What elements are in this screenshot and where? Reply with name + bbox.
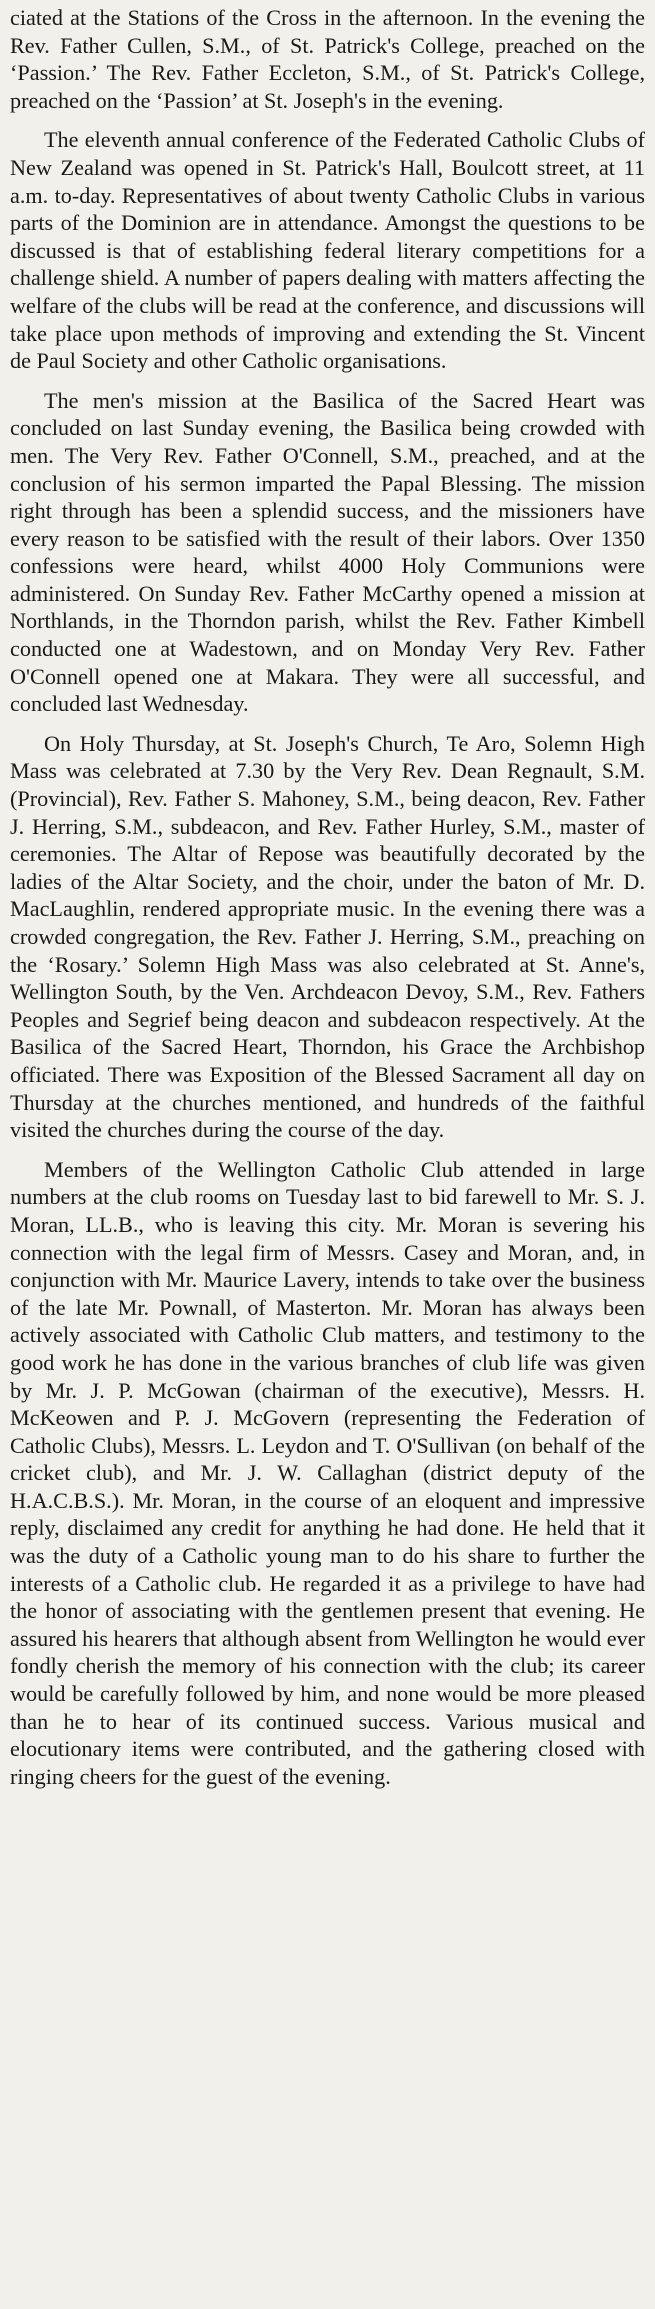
paragraph-gap (10, 1144, 645, 1156)
paragraph-continuation: ciated at the Stations of the Cross in the afternoon. In the evening the Rev. Father Cullen, S.M., of St. Patrick's College, preached on the ‘Passion.’ The Rev. Father Eccleton, S.M., of St. Patrick's College, preached on the ‘Passion’ at St. Joseph's in the evening. (10, 5, 645, 113)
paragraph-gap (10, 114, 645, 126)
paragraph-gap (10, 375, 645, 387)
paragraph-holy-thursday: On Holy Thursday, at St. Joseph's Church, Te Aro, Solemn High Mass was celebrated at 7.30 by the Very Rev. Dean Regnault, S.M. (Provincial), Rev. Father S. Mahoney, S.M., being deacon, Rev. Father J. Herring, S.M., subdeacon, and Rev. Father Hurley, S.M., master of ceremonies. The Altar of Repose was beautifully decorated by the ladies of the Altar Society, and the choir, under the baton of Mr. D. MacLaughlin, rendered appropriate music. In the evening there was a crowded congregation, the Rev. Father J. Herring, S.M., preaching on the ‘Rosary.’ Solemn High Mass was also celebrated at St. Anne's, Wellington South, by the Ven. Archdeacon Devoy, S.M., Rev. Fathers Peoples and Segrief being deacon and subdeacon respectively. At the Basilica of the Sacred Heart, Thorndon, his Grace the Archbishop officiated. There was Exposition of the Blessed Sacrament all day on Thursday at the churches mentioned, and hundreds of the faithful visited the churches during the course of the day. (10, 730, 645, 1143)
paragraph-mission: The men's mission at the Basilica of the Sacred Heart was concluded on last Sunday evening, the Basilica being crowded with men. The Very Rev. Father O'Connell, S.M., preached, and at the conclusion of his sermon imparted the Papal Blessing. The mission right through has been a splendid success, and the missioners have every reason to be satisfied with the result of their labors. Over 1350 confessions were heard, whilst 4000 Holy Communions were administered. On Sunday Rev. Father McCarthy opened a mission at Northlands, in the Thorndon parish, whilst the Rev. Father Kimbell conducted one at Wadestown, and on Monday Very Rev. Father O'Connell opened one at Makara. They were all successful, and concluded last Wednesday. (10, 387, 645, 717)
paragraph-gap (10, 718, 645, 730)
paragraph-conference: The eleventh annual conference of the Federated Catholic Clubs of New Zealand was opened in St. Patrick's Hall, Boulcott street, at 11 a.m. to-day. Representatives of about twenty Catholic Clubs in various parts of the Dominion are in attendance. Amongst the questions to be discussed is that of establishing federal literary competitions for a challenge shield. A number of papers dealing with matters affecting the welfare of the clubs will be read at the conference, and discussions will take place upon methods of improving and extending the St. Vincent de Paul Society and other Catholic organisations. (10, 127, 645, 374)
paragraph-catholic-club: Members of the Wellington Catholic Club attended in large numbers at the club rooms on Tuesday last to bid farewell to Mr. S. J. Moran, LL.B., who is leaving this city. Mr. Moran is severing his connection with the legal firm of Messrs. Casey and Moran, and, in conjunction with Mr. Maurice Lavery, intends to take over the business of the late Mr. Pownall, of Masterton. Mr. Moran has always been actively associated with Catholic Club matters, and testimony to the good work he has done in the various branches of club life was given by Mr. J. P. McGowan (chairman of the executive), Messrs. H. McKeowen and P. J. McGovern (representing the Federation of Catholic Clubs), Messrs. L. Leydon and T. O'Sullivan (on behalf of the cricket club), and Mr. J. W. Callaghan (district deputy of the H.A.C.B.S.). Mr. Moran, in the course of an eloquent and impressive reply, disclaimed any credit for anything he had done. He held that it was the duty of a Catholic young man to do his share to further the interests of a Catholic club. He regarded it as a privilege to have had the honor of associating with the gentlemen present that evening. He assured his hearers that although absent from Wellington he would ever fondly cherish the memory of his connection with the club; its career would be carefully followed by him, and none would be more pleased than he to hear of its continued success. Various musical and elocutionary items were contributed, and the gathering closed with ringing cheers for the guest of the evening. (10, 1156, 645, 1789)
